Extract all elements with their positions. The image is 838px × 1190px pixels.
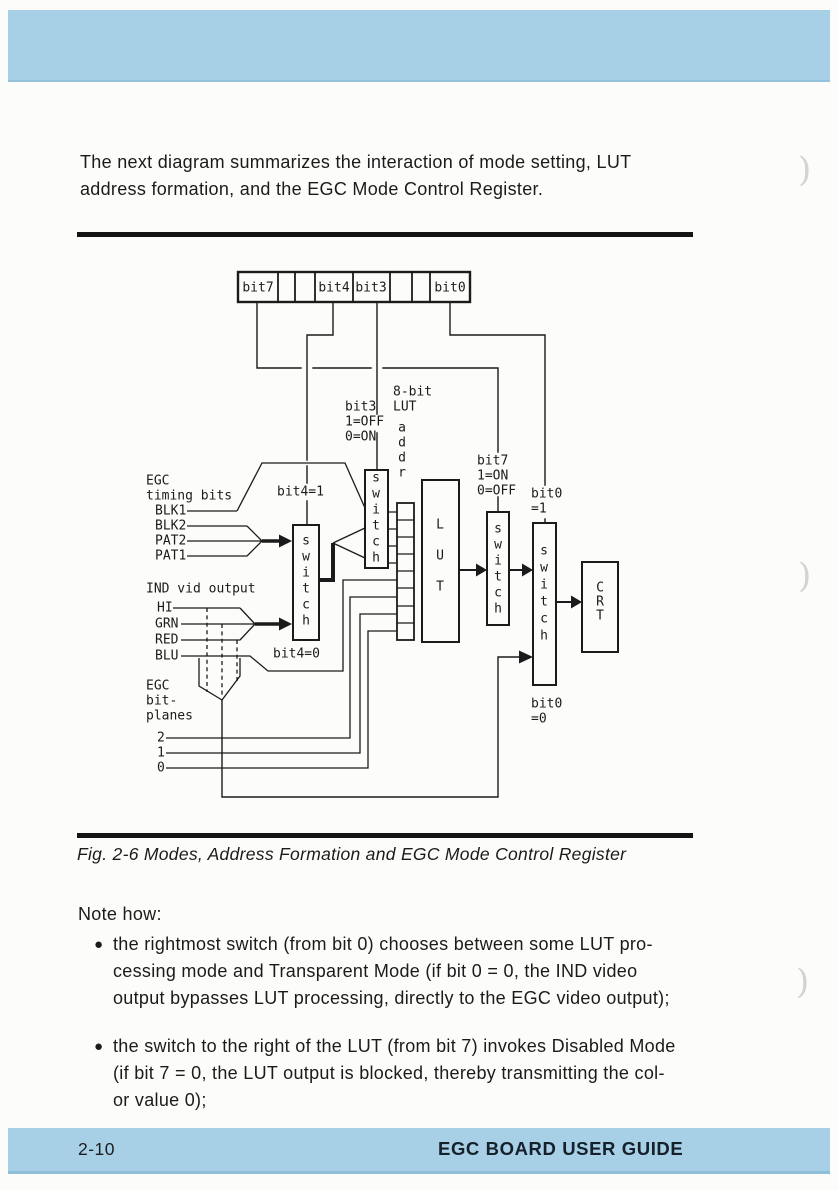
letter: T xyxy=(436,579,444,595)
bit7-ctrl-label: 1=ON xyxy=(477,468,509,484)
scan-curl-mark: ) xyxy=(798,150,812,190)
wire-plane2 xyxy=(166,597,397,738)
lut-addr-label xyxy=(393,385,432,481)
bullet-line: (if bit 7 = 0, the LUT output is blocked, thereby transmitting the col- xyxy=(113,1063,665,1083)
arrow-to-crt-head xyxy=(571,596,582,609)
note-heading: Note how: xyxy=(78,904,162,924)
letter: w xyxy=(540,560,548,576)
wire-transparent-bypass xyxy=(222,657,519,797)
signal-red: RED xyxy=(155,632,179,648)
letter: h xyxy=(302,613,310,629)
letter: r xyxy=(398,465,406,481)
bit7-ctrl-label: 0=OFF xyxy=(477,483,517,499)
figure-caption: Fig. 2-6 Modes, Address Formation and EGC Mode Control Register xyxy=(77,844,627,864)
register-bit0-label: bit0 xyxy=(434,280,466,296)
letter: t xyxy=(540,594,548,610)
bit7-ctrl-label: bit7 xyxy=(477,453,509,469)
arrow-bypass-head xyxy=(519,651,533,664)
arrow-ind-head xyxy=(279,618,292,631)
letter: s xyxy=(372,470,380,486)
letter: d xyxy=(398,435,406,451)
wire-ind-taps-dashed xyxy=(207,608,237,696)
letter: a xyxy=(398,420,406,436)
addr-title-line: 8-bit xyxy=(393,384,433,400)
book-title: EGC BOARD USER GUIDE xyxy=(438,1138,684,1159)
bit3-ctrl-label: bit3 xyxy=(345,399,377,415)
wire-ind-video xyxy=(173,608,255,640)
bullet-icon: ● xyxy=(94,936,104,953)
letter: i xyxy=(540,577,548,593)
bullet-line: cessing mode and Transparent Mode (if bit 0 = 0, the IND video xyxy=(113,961,638,981)
planes-title-line: EGC xyxy=(146,678,170,694)
switch-bit4-letters xyxy=(302,534,310,629)
bullet-icon: ● xyxy=(94,1038,104,1055)
letter: h xyxy=(540,628,548,644)
letter: w xyxy=(494,537,502,553)
letter: C xyxy=(596,580,604,596)
letter: L xyxy=(436,517,444,533)
arrow-lut-out-head xyxy=(476,564,487,577)
bullet-line: output bypasses LUT processing, directly to the EGC video output); xyxy=(113,988,670,1008)
signal-hi: HI xyxy=(157,600,173,616)
scan-curl-mark: ) xyxy=(796,962,810,1002)
bit0-off-label: bit0 xyxy=(531,696,563,712)
letter: d xyxy=(398,450,406,466)
planes-title-line: bit- xyxy=(146,693,178,709)
stubs-bit3-switch-to-addr xyxy=(388,512,397,563)
signal-plane2: 2 xyxy=(157,730,165,746)
lut-letters xyxy=(436,518,444,595)
bit0-on-label: bit0 xyxy=(531,486,563,502)
letter: T xyxy=(596,608,604,624)
bullet-line: the rightmost switch (from bit 0) chooses between some LUT pro- xyxy=(113,934,653,954)
register-bit4-label: bit4 xyxy=(318,280,350,296)
bit4-off-label: bit4=0 xyxy=(273,646,320,662)
letter: i xyxy=(494,553,502,569)
letter: c xyxy=(540,611,548,627)
wire-plane1 xyxy=(166,614,397,753)
fan-into-bit3-switch xyxy=(333,528,365,558)
wire-timing-bits xyxy=(187,511,262,556)
planes-title-line: planes xyxy=(146,708,193,724)
switch-bit3-letters xyxy=(372,471,380,566)
letter: w xyxy=(372,486,380,502)
letter: i xyxy=(372,502,380,518)
letter: w xyxy=(302,549,310,565)
switch-bit7-letters xyxy=(494,522,502,617)
letter: c xyxy=(372,534,380,550)
signal-plane1: 1 xyxy=(157,745,165,761)
letter: h xyxy=(372,550,380,566)
signal-blk2: BLK2 xyxy=(155,518,187,534)
ind-title: IND vid output xyxy=(146,581,256,597)
register-bit3-label: bit3 xyxy=(355,280,387,296)
arrow-timing-head xyxy=(279,535,292,548)
letter: U xyxy=(436,548,444,564)
diagram-boxes xyxy=(293,470,618,685)
footer-banner xyxy=(8,1128,830,1174)
signal-plane0: 0 xyxy=(157,760,165,776)
bit3-ctrl-label: 1=OFF xyxy=(345,414,385,430)
letter: i xyxy=(302,565,310,581)
letter: t xyxy=(372,518,380,534)
intro-line: address formation, and the EGC Mode Control Register. xyxy=(80,179,544,199)
bit4-on-label: bit4=1 xyxy=(277,484,324,500)
signal-pat1: PAT1 xyxy=(155,548,187,564)
bullet-line: or value 0); xyxy=(113,1090,207,1110)
letter: s xyxy=(540,543,548,559)
bit0-off-label: =0 xyxy=(531,711,547,727)
bullet-item xyxy=(94,931,739,1012)
letter: t xyxy=(494,569,502,585)
figure-bottom-rule xyxy=(77,833,693,838)
letter: h xyxy=(494,601,502,617)
register-bit7-label: bit7 xyxy=(242,280,274,296)
arrow-bit7sw-out-head xyxy=(522,564,533,577)
funnel-transparent-bypass xyxy=(199,658,240,700)
bit0-on-label: =1 xyxy=(531,501,547,517)
signal-pat2: PAT2 xyxy=(155,533,187,549)
bit3-ctrl-label: 0=ON xyxy=(345,429,377,445)
bullet-item xyxy=(94,1033,739,1114)
intro-line: The next diagram summarizes the interaction of mode setting, LUT xyxy=(80,152,632,172)
signal-blu: BLU xyxy=(155,648,179,664)
timing-title-line: EGC xyxy=(146,473,170,489)
crt-letters xyxy=(596,581,604,624)
mode-control-register xyxy=(238,272,470,302)
signal-grn: GRN xyxy=(155,616,179,632)
letter: s xyxy=(302,533,310,549)
letter: R xyxy=(596,594,604,610)
letter: c xyxy=(494,585,502,601)
page-number: 2-10 xyxy=(78,1139,116,1159)
letter: t xyxy=(302,581,310,597)
scan-curl-mark: ) xyxy=(798,556,812,596)
letter: c xyxy=(302,597,310,613)
signal-blk1: BLK1 xyxy=(155,503,187,519)
addr-title-line: LUT xyxy=(393,399,417,415)
letter: s xyxy=(494,521,502,537)
timing-title-line: timing bits xyxy=(146,488,233,504)
bullet-line: the switch to the right of the LUT (from bit 7) invokes Disabled Mode xyxy=(113,1036,676,1056)
